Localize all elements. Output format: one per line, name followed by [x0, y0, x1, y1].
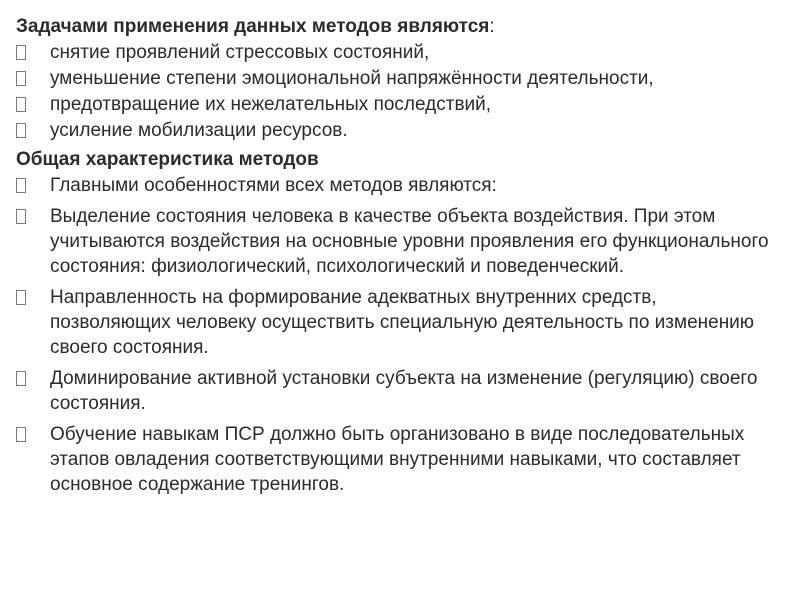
section-characteristics — [16, 147, 780, 497]
list-item — [16, 422, 780, 497]
bullet-box-icon — [16, 371, 26, 386]
list-item-text: Главными особенностями всех методов являются: — [50, 175, 497, 196]
list-item — [16, 204, 780, 279]
bullet-box-icon — [16, 290, 26, 305]
bullet-box-icon — [16, 45, 26, 60]
list-item — [16, 173, 780, 198]
list-item — [16, 92, 780, 117]
bullet-box-icon — [16, 97, 26, 112]
list-item — [16, 66, 780, 91]
heading-colon: : — [489, 16, 495, 37]
bullet-box-icon — [16, 209, 26, 224]
characteristics-list — [16, 173, 780, 497]
heading-text: Задачами применения данных методов являются — [16, 16, 490, 37]
list-item-text: Выделение состояния человека в качестве объекта воздействия. При этом учитываются воздействия на основные уровни проявления его функционального состояния: физиологический, психологический и поведенческий. — [50, 206, 769, 277]
list-item-text: усиление мобилизации ресурсов. — [50, 120, 348, 141]
bullet-box-icon — [16, 427, 26, 442]
bullet-box-icon — [16, 71, 26, 86]
list-item-text: Обучение навыкам ПСР должно быть организовано в виде последовательных этапов овладения соответствующими внутренними навыками, что составляет основное содержание тренингов. — [50, 424, 745, 495]
list-item-text: Направленность на формирование адекватных внутренних средств, позволяющих человеку осуществить специальную деятельность по изменению своего состояния. — [50, 287, 755, 358]
list-item-text: снятие проявлений стрессовых состояний, — [50, 42, 430, 63]
list-item-text: Доминирование активной установки субъекта на изменение (регуляцию) своего состояния. — [50, 368, 758, 414]
bullet-box-icon — [16, 123, 26, 138]
section-heading-tasks — [16, 14, 780, 39]
section-heading-characteristics: Общая характеристика методов — [16, 149, 319, 170]
list-item — [16, 118, 780, 143]
section-tasks — [16, 14, 780, 143]
list-item — [16, 366, 780, 416]
list-item — [16, 40, 780, 65]
bullet-box-icon — [16, 178, 26, 193]
list-item — [16, 285, 780, 360]
list-item-text: предотвращение их нежелательных последствий, — [50, 94, 492, 115]
list-item-text: уменьшение степени эмоциональной напряжённости деятельности, — [50, 68, 654, 89]
tasks-list — [16, 40, 780, 143]
